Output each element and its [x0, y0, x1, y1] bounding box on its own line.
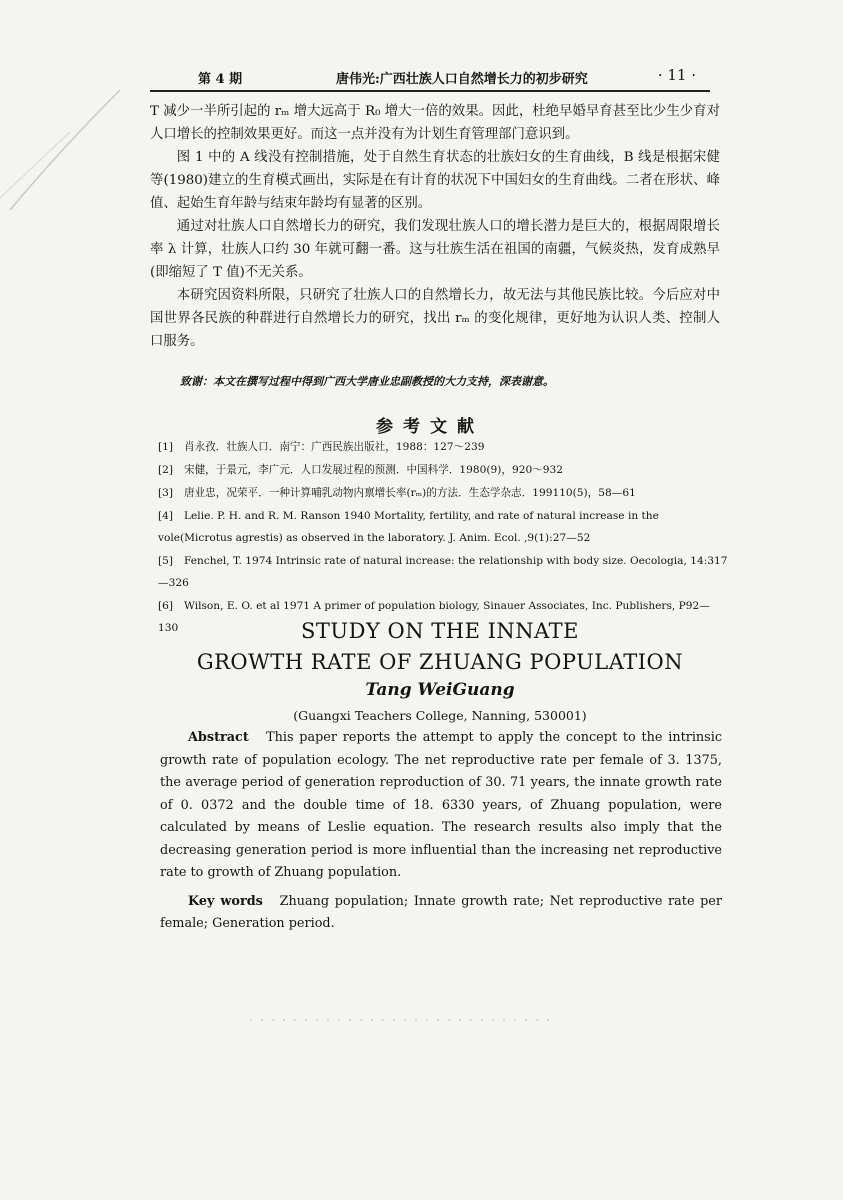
references-list [158, 436, 728, 640]
scan-noise-graphic [250, 1014, 560, 1026]
reference-number: [4] [158, 510, 174, 522]
reference-number: [6] [158, 600, 174, 612]
english-abstract [160, 727, 722, 942]
author-name: Tang WeiGuang [365, 680, 515, 700]
reference-text: Wilson, E. O. et al 1971 A primer of population biology, Sinauer Associates, Inc. Publishers, P92—130 [158, 600, 710, 634]
reference-text: 肖永孜．壮族人口．南宁：广西民族出版社，1988：127～239 [184, 441, 485, 453]
keywords-paragraph [160, 891, 722, 936]
english-title [160, 616, 720, 678]
body-paragraph: 图 1 中的 A 线没有控制措施，处于自然生育状态的壮族妇女的生育曲线，B 线是根据宋健等(1980)建立的生育模式画出，实际是在有计育的状况下中国妇女的生育曲线。二者在形状、峰值、起始生育年龄与结束年龄均有显著的区别。 [150, 150, 720, 211]
reference-number: [1] [158, 441, 174, 453]
author-affiliation: (Guangxi Teachers College, Nanning, 530001) [293, 708, 587, 723]
reference-text: Fenchel, T. 1974 Intrinsic rate of natural increase: the relationship with body size. Oecologia, 14:317—326 [158, 555, 728, 589]
reference-number: [2] [158, 464, 174, 476]
keywords-label: Key words [188, 893, 263, 909]
issue-number: 第 4 期 [198, 72, 243, 87]
body-paragraph: T 减少一半所引起的 rₘ 增大远高于 R₀ 增大一倍的效果。因此，杜绝早婚早育甚至比少生少育对人口增长的控制效果更好。而这一点并没有为计划生育管理部门意识到。 [150, 104, 720, 142]
reference-number: [5] [158, 555, 174, 567]
running-header [150, 64, 710, 92]
reference-item [158, 482, 728, 504]
keywords-text: Zhuang population; Innate growth rate; Net reproductive rate per female; Generation period. [160, 893, 722, 931]
reference-item [158, 550, 728, 594]
abstract-label: Abstract [188, 730, 249, 745]
reference-number: [3] [158, 487, 174, 499]
abstract-text: This paper reports the attempt to apply the concept to the intrinsic growth rate of population ecology. The net reproductive rate per female of 3. 1375, the average period of generation reproduction of 30. 71 years, the innate growth rate of 0. 0372 and the double time of 18. 6330 years, of Zhuang population, were calculated by means of Leslie equation. The research results also imply that the decreasing generation period is more influential than the increasing net reproductive rate to growth of Zhuang population. [160, 730, 722, 880]
body-paragraph: 本研究因资料所限，只研究了壮族人口的自然增长力，故无法与其他民族比较。今后应对中国世界各民族的种群进行自然增长力的研究，找出 rₘ 的变化规律，更好地为认识人类、控制人口服务。 [150, 288, 720, 349]
reference-item [158, 505, 728, 549]
chinese-body-text [150, 100, 720, 353]
reference-text: 宋健，于景元，李广元．人口发展过程的预测．中国科学．1980(9)，920～932 [184, 464, 564, 476]
reference-item [158, 459, 728, 481]
reference-item [158, 436, 728, 458]
english-title-line: STUDY ON THE INNATE [301, 619, 579, 643]
running-title: 唐伟光:广西壮族人口自然增长力的初步研究 [336, 72, 588, 87]
acknowledgement: 致谢：本文在撰写过程中得到广西大学唐业忠副教授的大力支持，深表谢意。 [180, 375, 554, 388]
reference-text: Lelie. P. H. and R. M. Ranson 1940 Mortality, fertility, and rate of natural increase in the vole(Microtus agrestis) as observed in the laboratory. J. Anim. Ecol. ,9(1):27—52 [158, 510, 659, 544]
scan-mark-graphic [0, 80, 140, 220]
page-number: · 11 · [657, 66, 696, 84]
english-title-line: GROWTH RATE OF ZHUANG POPULATION [196, 650, 684, 674]
abstract-paragraph [160, 727, 722, 885]
body-paragraph: 通过对壮族人口自然增长力的研究，我们发现壮族人口的增长潜力是巨大的，根据周限增长率 λ 计算，壮族人口约 30 年就可翻一番。这与壮族生活在祖国的南疆，气候炎热，发育成熟早(即缩短了 T 值)不无关系。 [150, 219, 720, 280]
references-heading: 参考文献 [376, 417, 484, 437]
reference-text: 唐业忠，况荣平．一种计算哺乳动物内禀增长率(rₘ)的方法．生态学杂志．199110(5)，58—61 [184, 487, 636, 499]
